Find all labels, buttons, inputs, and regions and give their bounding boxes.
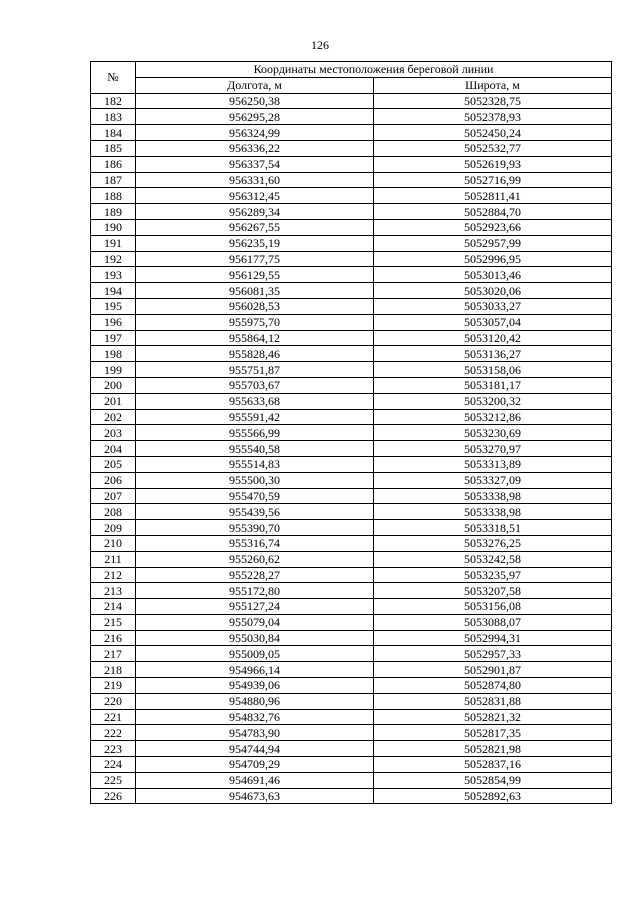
- row-number: 207: [91, 488, 136, 504]
- row-number: 203: [91, 425, 136, 441]
- table-row: [91, 172, 612, 188]
- table-row: [91, 741, 612, 757]
- table-row: [91, 504, 612, 520]
- row-latitude: 5052532,77: [374, 140, 612, 156]
- header-longitude: Долгота, м: [136, 77, 374, 93]
- row-number: 182: [91, 93, 136, 109]
- table-row: [91, 535, 612, 551]
- row-latitude: 5053270,97: [374, 441, 612, 457]
- row-latitude: 5052811,41: [374, 188, 612, 204]
- row-number: 222: [91, 725, 136, 741]
- row-latitude: 5052821,98: [374, 741, 612, 757]
- row-number: 188: [91, 188, 136, 204]
- row-longitude: 955009,05: [136, 646, 374, 662]
- row-latitude: 5052450,24: [374, 125, 612, 141]
- row-latitude: 5053276,25: [374, 535, 612, 551]
- table-row: [91, 646, 612, 662]
- row-latitude: 5053013,46: [374, 267, 612, 283]
- table-row: [91, 377, 612, 393]
- row-number: 218: [91, 662, 136, 678]
- row-number: 201: [91, 393, 136, 409]
- row-number: 225: [91, 772, 136, 788]
- table-row: [91, 140, 612, 156]
- row-longitude: 955591,42: [136, 409, 374, 425]
- table-row: [91, 330, 612, 346]
- row-latitude: 5053230,69: [374, 425, 612, 441]
- row-longitude: 955030,84: [136, 630, 374, 646]
- row-longitude: 956267,55: [136, 219, 374, 235]
- row-latitude: 5052901,87: [374, 662, 612, 678]
- table-row: [91, 630, 612, 646]
- row-longitude: 956295,28: [136, 109, 374, 125]
- row-latitude: 5053158,06: [374, 362, 612, 378]
- row-latitude: 5052923,66: [374, 219, 612, 235]
- row-latitude: 5052328,75: [374, 93, 612, 109]
- row-number: 206: [91, 472, 136, 488]
- row-latitude: 5052716,99: [374, 172, 612, 188]
- row-longitude: 956129,55: [136, 267, 374, 283]
- row-latitude: 5052994,31: [374, 630, 612, 646]
- row-number: 204: [91, 441, 136, 457]
- row-number: 187: [91, 172, 136, 188]
- row-longitude: 954939,06: [136, 678, 374, 694]
- table-row: [91, 662, 612, 678]
- table-row: [91, 314, 612, 330]
- row-longitude: 956337,54: [136, 156, 374, 172]
- table-row: [91, 298, 612, 314]
- row-number: 205: [91, 456, 136, 472]
- row-latitude: 5052831,88: [374, 693, 612, 709]
- row-latitude: 5053327,09: [374, 472, 612, 488]
- row-longitude: 955514,83: [136, 456, 374, 472]
- table-row: [91, 156, 612, 172]
- row-latitude: 5052821,32: [374, 709, 612, 725]
- row-latitude: 5053020,06: [374, 283, 612, 299]
- table-row: [91, 409, 612, 425]
- row-number: 209: [91, 520, 136, 536]
- table-row: [91, 709, 612, 725]
- row-longitude: 956331,60: [136, 172, 374, 188]
- table-row: [91, 219, 612, 235]
- table-row: [91, 125, 612, 141]
- row-longitude: 954744,94: [136, 741, 374, 757]
- table-row: [91, 393, 612, 409]
- table-row: [91, 362, 612, 378]
- row-number: 198: [91, 346, 136, 362]
- row-longitude: 955390,70: [136, 520, 374, 536]
- subheader-row: [91, 77, 612, 93]
- row-longitude: 955079,04: [136, 614, 374, 630]
- row-longitude: 955566,99: [136, 425, 374, 441]
- row-longitude: 955127,24: [136, 599, 374, 615]
- row-longitude: 955540,58: [136, 441, 374, 457]
- row-latitude: 5053181,17: [374, 377, 612, 393]
- row-number: 190: [91, 219, 136, 235]
- row-latitude: 5053338,98: [374, 504, 612, 520]
- row-longitude: 956324,99: [136, 125, 374, 141]
- table-row: [91, 235, 612, 251]
- row-longitude: 955260,62: [136, 551, 374, 567]
- table-body: [91, 93, 612, 804]
- row-number: 226: [91, 788, 136, 804]
- table-row: [91, 599, 612, 615]
- row-longitude: 956336,22: [136, 140, 374, 156]
- coordinates-table: [90, 61, 612, 804]
- table-row: [91, 567, 612, 583]
- row-number: 220: [91, 693, 136, 709]
- table-row: [91, 472, 612, 488]
- table-row: [91, 425, 612, 441]
- table-row: [91, 346, 612, 362]
- row-number: 221: [91, 709, 136, 725]
- page-number: 126: [311, 38, 329, 52]
- table-row: [91, 725, 612, 741]
- table-row: [91, 456, 612, 472]
- row-latitude: 5053207,58: [374, 583, 612, 599]
- row-longitude: 954691,46: [136, 772, 374, 788]
- row-longitude: 954880,96: [136, 693, 374, 709]
- row-latitude: 5052884,70: [374, 204, 612, 220]
- row-number: 191: [91, 235, 136, 251]
- row-longitude: 956312,45: [136, 188, 374, 204]
- row-longitude: 954709,29: [136, 757, 374, 773]
- row-number: 214: [91, 599, 136, 615]
- row-latitude: 5052378,93: [374, 109, 612, 125]
- row-latitude: 5052874,80: [374, 678, 612, 694]
- row-number: 208: [91, 504, 136, 520]
- table-row: [91, 551, 612, 567]
- row-longitude: 955751,87: [136, 362, 374, 378]
- row-longitude: 955470,59: [136, 488, 374, 504]
- table-row: [91, 693, 612, 709]
- table-row: [91, 772, 612, 788]
- row-number: 223: [91, 741, 136, 757]
- row-longitude: 955172,80: [136, 583, 374, 599]
- row-longitude: 956028,53: [136, 298, 374, 314]
- row-number: 186: [91, 156, 136, 172]
- row-number: 210: [91, 535, 136, 551]
- row-number: 195: [91, 298, 136, 314]
- row-latitude: 5053136,27: [374, 346, 612, 362]
- row-longitude: 956289,34: [136, 204, 374, 220]
- row-longitude: 956235,19: [136, 235, 374, 251]
- row-number: 200: [91, 377, 136, 393]
- row-longitude: 954966,14: [136, 662, 374, 678]
- row-longitude: 955228,27: [136, 567, 374, 583]
- row-number: 215: [91, 614, 136, 630]
- row-latitude: 5052854,99: [374, 772, 612, 788]
- row-number: 211: [91, 551, 136, 567]
- table-row: [91, 520, 612, 536]
- table-row: [91, 441, 612, 457]
- row-latitude: 5053212,86: [374, 409, 612, 425]
- row-latitude: 5053235,97: [374, 567, 612, 583]
- row-longitude: 955975,70: [136, 314, 374, 330]
- row-latitude: 5052957,99: [374, 235, 612, 251]
- row-number: 185: [91, 140, 136, 156]
- table-row: [91, 757, 612, 773]
- row-number: 183: [91, 109, 136, 125]
- row-number: 216: [91, 630, 136, 646]
- table-row: [91, 678, 612, 694]
- row-latitude: 5052837,16: [374, 757, 612, 773]
- row-longitude: 956177,75: [136, 251, 374, 267]
- table-row: [91, 93, 612, 109]
- row-latitude: 5052957,33: [374, 646, 612, 662]
- row-number: 184: [91, 125, 136, 141]
- table-row: [91, 204, 612, 220]
- row-number: 194: [91, 283, 136, 299]
- row-number: 193: [91, 267, 136, 283]
- row-number: 224: [91, 757, 136, 773]
- row-number: 189: [91, 204, 136, 220]
- row-latitude: 5053057,04: [374, 314, 612, 330]
- row-longitude: 955864,12: [136, 330, 374, 346]
- row-number: 196: [91, 314, 136, 330]
- header-num: №: [91, 62, 136, 94]
- table-row: [91, 251, 612, 267]
- row-latitude: 5053156,08: [374, 599, 612, 615]
- table-row: [91, 788, 612, 804]
- row-longitude: 955500,30: [136, 472, 374, 488]
- row-longitude: 956250,38: [136, 93, 374, 109]
- row-longitude: 955439,56: [136, 504, 374, 520]
- table-row: [91, 614, 612, 630]
- row-latitude: 5052817,35: [374, 725, 612, 741]
- row-longitude: 954673,63: [136, 788, 374, 804]
- row-latitude: 5053318,51: [374, 520, 612, 536]
- header-latitude: Широта, м: [374, 77, 612, 93]
- table-row: [91, 188, 612, 204]
- row-number: 213: [91, 583, 136, 599]
- row-longitude: 955316,74: [136, 535, 374, 551]
- row-number: 212: [91, 567, 136, 583]
- row-longitude: 954832,76: [136, 709, 374, 725]
- row-number: 199: [91, 362, 136, 378]
- row-number: 192: [91, 251, 136, 267]
- row-latitude: 5052619,93: [374, 156, 612, 172]
- row-number: 202: [91, 409, 136, 425]
- row-longitude: 956081,35: [136, 283, 374, 299]
- header-row: [91, 62, 612, 78]
- row-latitude: 5053120,42: [374, 330, 612, 346]
- row-longitude: 954783,90: [136, 725, 374, 741]
- row-latitude: 5053200,32: [374, 393, 612, 409]
- row-number: 219: [91, 678, 136, 694]
- table-row: [91, 488, 612, 504]
- table-row: [91, 267, 612, 283]
- row-latitude: 5053338,98: [374, 488, 612, 504]
- row-number: 217: [91, 646, 136, 662]
- table-row: [91, 283, 612, 299]
- row-longitude: 955703,67: [136, 377, 374, 393]
- row-latitude: 5052996,95: [374, 251, 612, 267]
- header-group: Координаты местоположения береговой линии: [136, 62, 612, 78]
- row-latitude: 5053033,27: [374, 298, 612, 314]
- row-longitude: 955828,46: [136, 346, 374, 362]
- table-row: [91, 583, 612, 599]
- row-number: 197: [91, 330, 136, 346]
- row-latitude: 5052892,63: [374, 788, 612, 804]
- table-row: [91, 109, 612, 125]
- row-longitude: 955633,68: [136, 393, 374, 409]
- row-latitude: 5053242,58: [374, 551, 612, 567]
- row-latitude: 5053313,89: [374, 456, 612, 472]
- row-latitude: 5053088,07: [374, 614, 612, 630]
